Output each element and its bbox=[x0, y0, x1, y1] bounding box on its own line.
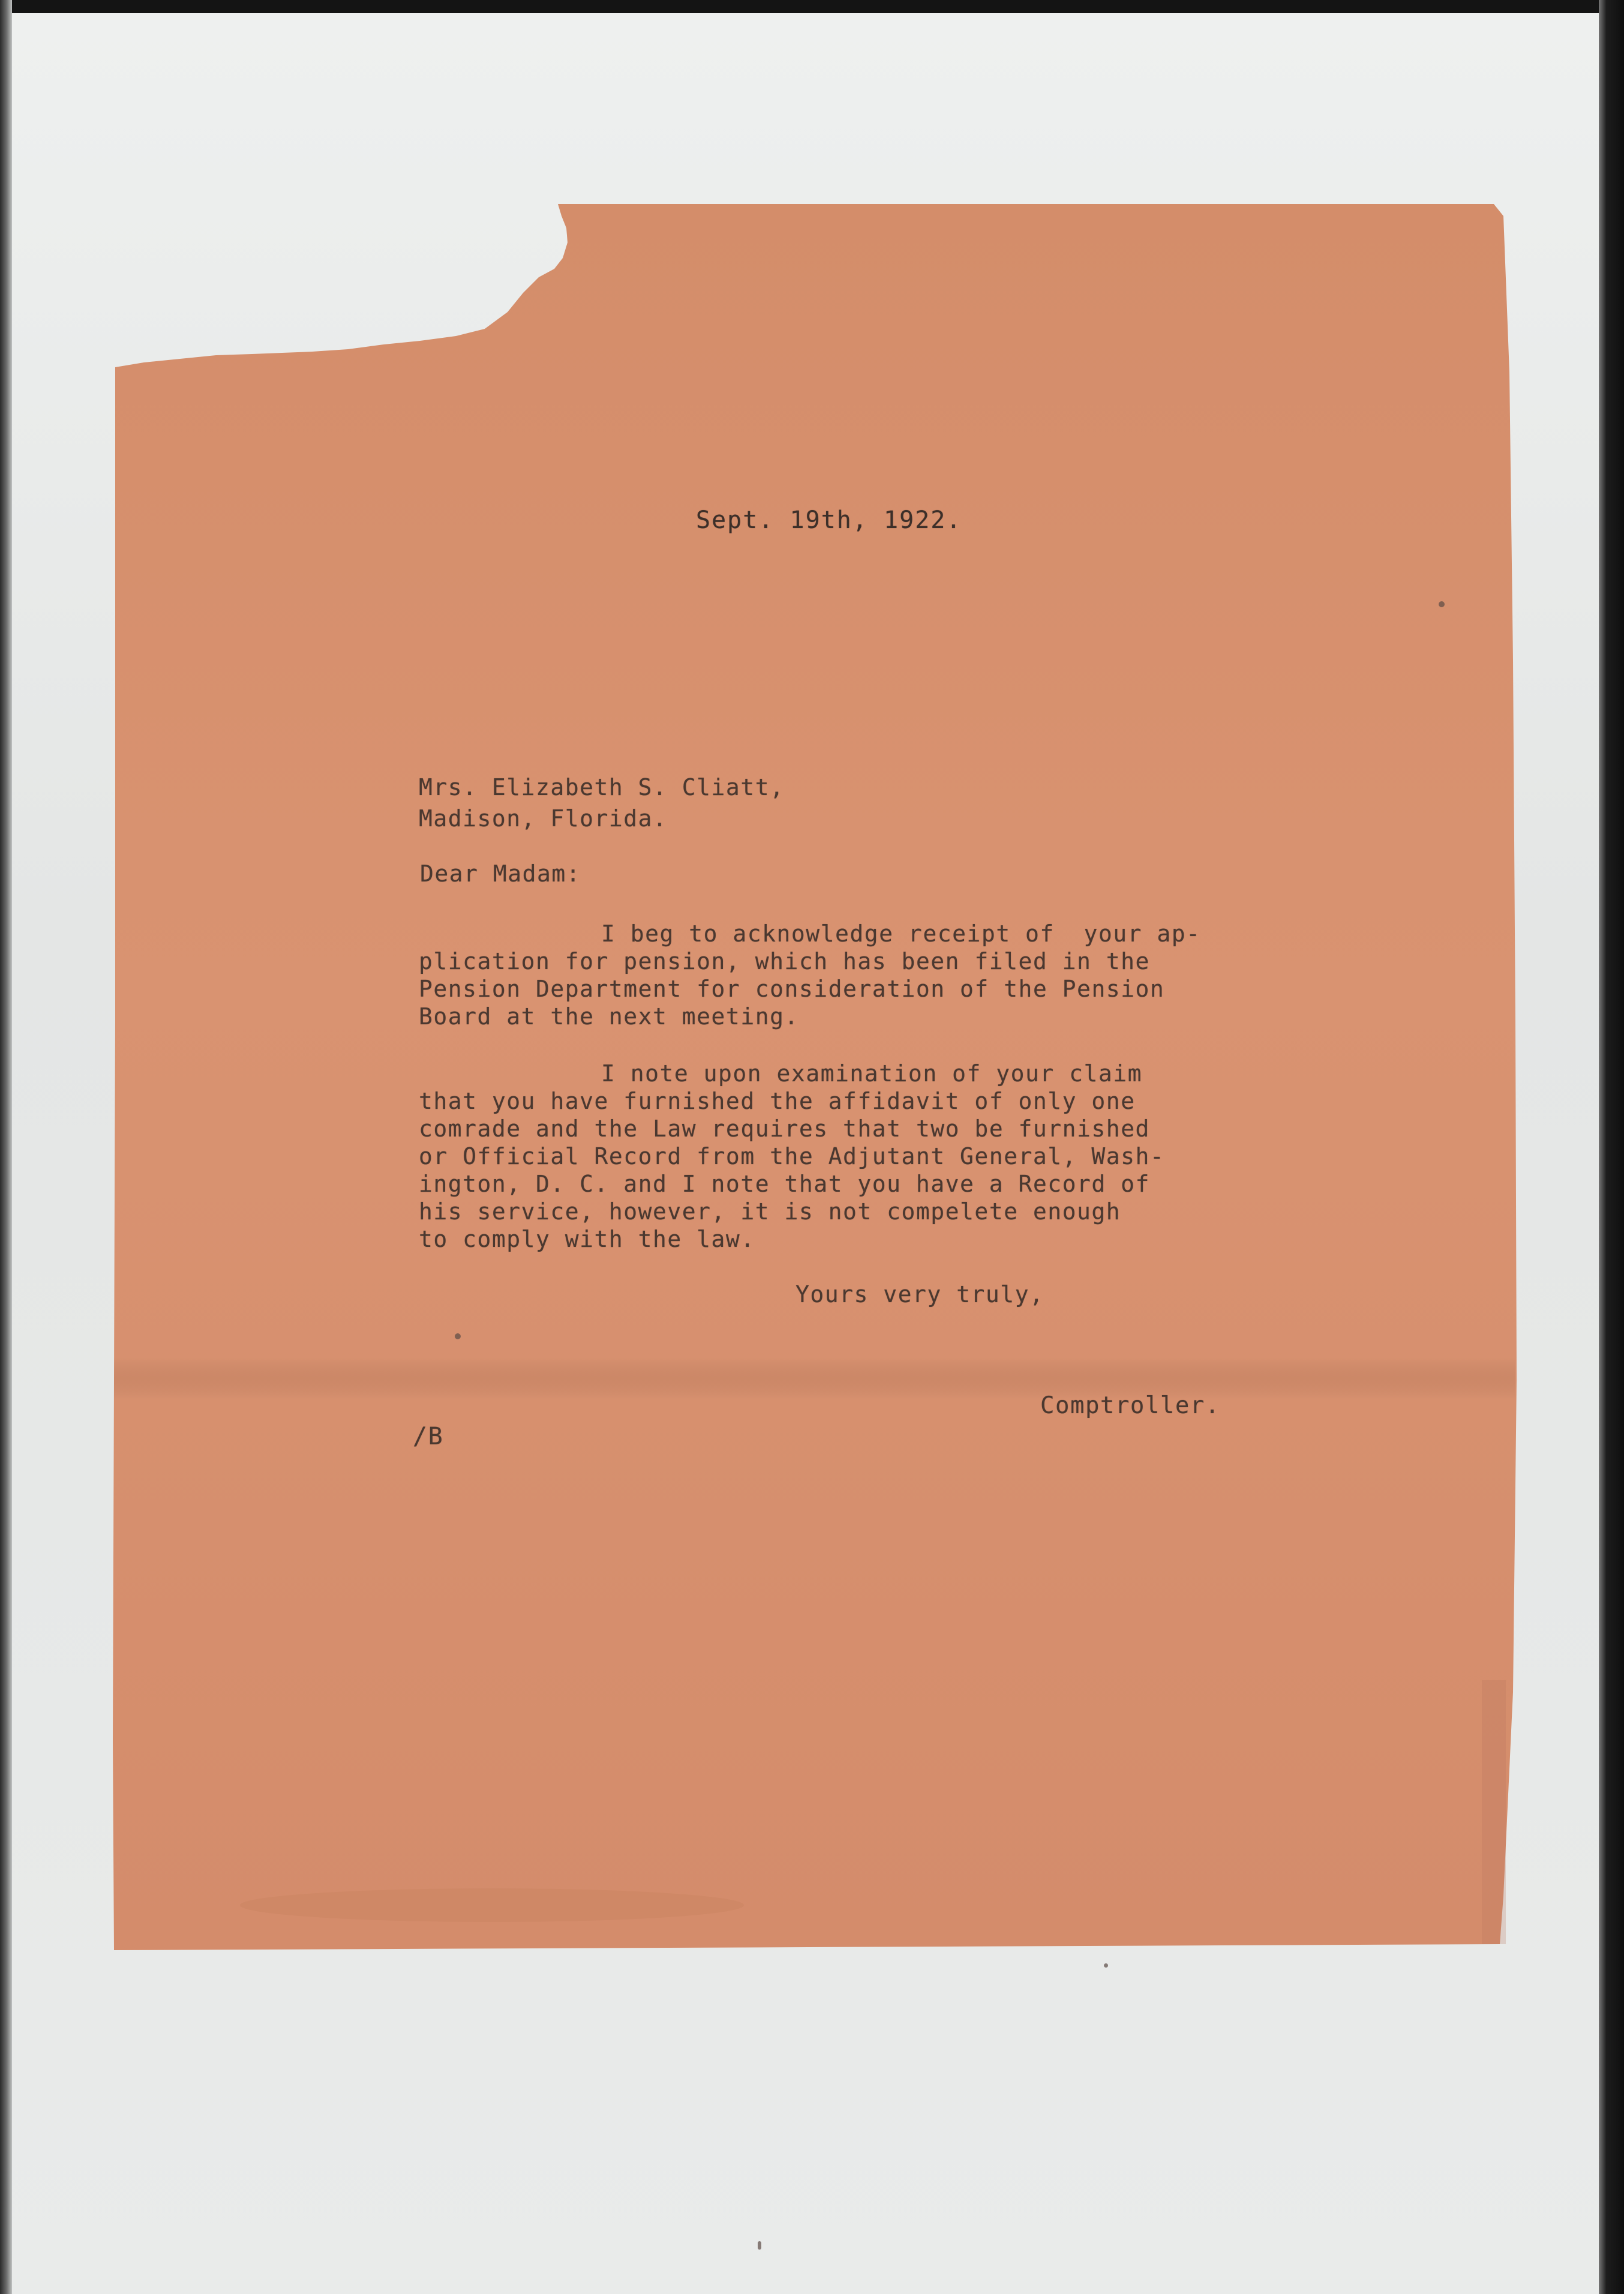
ink-speck bbox=[1104, 1963, 1108, 1968]
closing: Yours very truly, bbox=[796, 1281, 1044, 1308]
ink-speck bbox=[758, 2241, 761, 2250]
paragraph-1-line: Pension Department for consideration of the Pension bbox=[419, 976, 1165, 1002]
paragraph-2-line: to comply with the law. bbox=[419, 1226, 755, 1252]
paragraph-2-line: ington, D. C. and I note that you have a Record of bbox=[419, 1171, 1150, 1197]
paragraph-1-line: plication for pension, which has been filed in the bbox=[419, 948, 1150, 974]
paragraph-2-line: I note upon examination of your claim bbox=[601, 1060, 1142, 1087]
typist-initials: /B bbox=[413, 1423, 444, 1450]
salutation: Dear Madam: bbox=[420, 860, 581, 887]
paragraph-2-line: that you have furnished the affidavit of only one bbox=[419, 1088, 1136, 1114]
signature-title: Comptroller. bbox=[1040, 1392, 1220, 1419]
paragraph-1-line: I beg to acknowledge receipt of your ap- bbox=[601, 920, 1201, 947]
paragraph-2-line: comrade and the Law requires that two be furnished bbox=[419, 1115, 1150, 1142]
paragraph-2-line: or Official Record from the Adjutant General, Wash- bbox=[419, 1143, 1165, 1170]
recipient-name: Mrs. Elizabeth S. Cliatt, bbox=[419, 774, 785, 800]
recipient-city: Madison, Florida. bbox=[419, 805, 668, 832]
ink-speck bbox=[455, 1333, 461, 1339]
paragraph-1-line: Board at the next meeting. bbox=[419, 1003, 799, 1030]
paragraph-2-line: his service, however, it is not compelete enough bbox=[419, 1198, 1121, 1225]
ink-speck bbox=[1439, 601, 1445, 607]
letter-date: Sept. 19th, 1922. bbox=[696, 506, 962, 534]
